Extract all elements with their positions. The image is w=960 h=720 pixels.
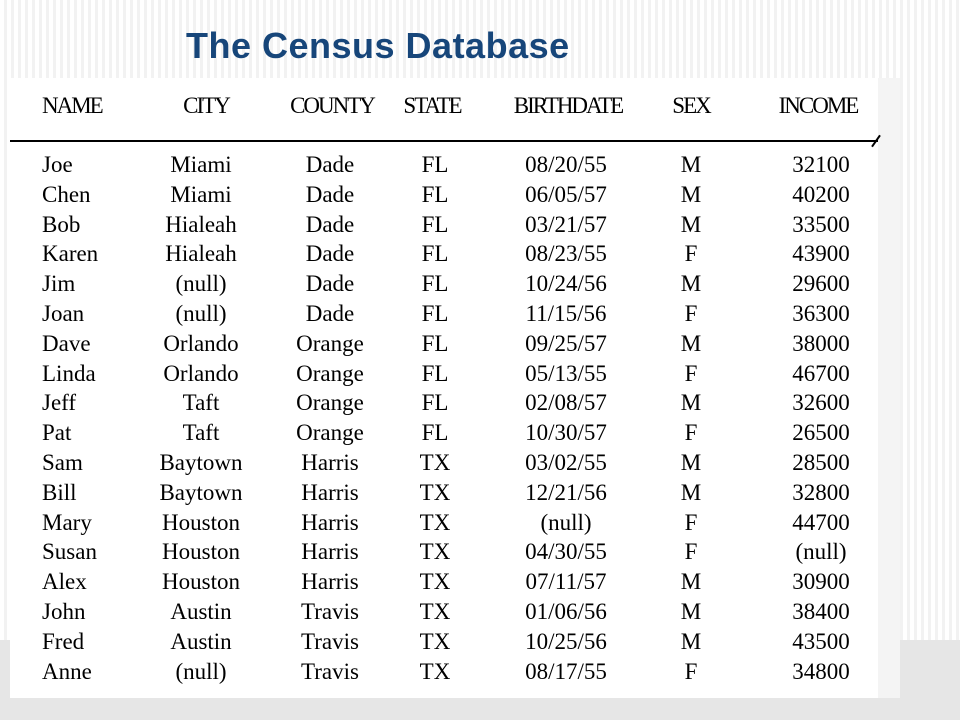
cell-sex: M [680,390,702,416]
cell-income: 32800 [792,479,850,505]
cell-city: Houston [162,509,240,535]
cell-name: Joe [42,152,73,177]
cell-county: Dade [305,241,355,267]
cell-income: 43500 [792,628,850,654]
cell-county: Harris [301,569,359,595]
cell-county: Harris [301,450,359,475]
cell-income: 33500 [792,211,850,237]
cell-sex: M [680,271,702,297]
cell-state: TX [419,479,451,505]
cell-birthdate: 03/02/55 [525,450,607,475]
cell-birthdate: 08/17/55 [525,658,607,684]
column-header-county: COUNTY [290,93,374,118]
cell-income: (null) [795,539,847,565]
cell-county: Travis [301,599,359,624]
cell-name: Susan [42,539,97,565]
cell-sex: F [684,301,698,326]
cell-birthdate: 12/21/56 [525,479,607,505]
cell-city: Baytown [159,450,243,475]
cell-income: 46700 [792,360,850,386]
cell-name: Karen [42,241,99,267]
cell-sex: F [684,241,698,267]
cell-sex: F [684,420,698,446]
cell-birthdate: 06/05/57 [525,181,607,207]
cell-sex: M [680,569,702,595]
cell-income: 40200 [792,181,850,207]
cell-sex: F [684,539,698,565]
column-header-sex: SEX [672,93,710,118]
cell-state: FL [421,271,449,297]
cell-county: Orange [296,420,364,446]
cell-birthdate: 05/13/55 [525,360,607,386]
cell-name: Jim [42,271,76,297]
cell-birthdate: 01/06/56 [525,599,607,624]
cell-county: Travis [301,658,359,684]
cell-county: Travis [301,628,359,654]
cell-name: John [42,599,86,624]
cell-name: Jeff [42,390,77,416]
header-rule [10,140,878,142]
cell-city: Miami [170,181,232,207]
cell-state: FL [421,211,449,237]
cell-county: Dade [305,301,355,326]
cell-birthdate: 02/08/57 [525,390,607,416]
cell-sex: M [680,479,702,505]
cell-birthdate: 10/25/56 [525,628,607,654]
cell-sex: F [684,658,698,684]
cell-birthdate: 08/23/55 [525,241,607,267]
cell-county: Dade [305,271,355,297]
cell-name: Linda [42,360,96,386]
cell-name: Bob [42,211,81,237]
cell-birthdate: 08/20/55 [525,152,607,177]
cell-city: Taft [182,420,220,446]
cell-city: (null) [175,658,227,684]
cell-city: (null) [175,271,227,297]
cell-county: Harris [301,509,359,535]
column-header-city: CITY [183,93,229,118]
cell-name: Mary [42,509,92,535]
cell-city: (null) [175,301,227,326]
cell-state: FL [421,241,449,267]
cell-sex: M [680,599,702,624]
column-header-birthdate: BIRTHDATE [513,93,623,118]
cell-county: Dade [305,211,355,237]
cell-county: Orange [296,360,364,386]
cell-income: 32100 [792,152,850,177]
cell-birthdate: 10/24/56 [525,271,607,297]
cell-county: Harris [301,479,359,505]
cell-sex: M [680,330,702,356]
cell-birthdate: 10/30/57 [525,420,607,446]
cell-state: TX [419,569,451,595]
cell-birthdate: 11/15/56 [525,301,607,326]
cell-county: Dade [305,181,355,207]
cell-name: Fred [42,628,85,654]
cell-state: FL [421,420,449,446]
cell-income: 44700 [792,509,850,535]
cell-income: 36300 [792,301,850,326]
cell-state: FL [421,152,449,177]
cell-city: Hialeah [165,211,237,237]
cell-state: FL [421,330,449,356]
cell-name: Pat [42,420,72,446]
cell-income: 38000 [792,330,850,356]
cell-city: Miami [170,152,232,177]
cell-birthdate: 04/30/55 [525,539,607,565]
cell-sex: F [684,360,698,386]
cell-city: Baytown [159,479,243,505]
cell-county: Harris [301,539,359,565]
cell-city: Hialeah [165,241,237,267]
cell-name: Joan [42,301,85,326]
cell-state: FL [421,390,449,416]
cell-income: 32600 [792,390,850,416]
cell-city: Orlando [163,330,239,356]
cell-income: 29600 [792,271,850,297]
column-header-state: STATE [403,93,461,118]
cell-city: Taft [182,390,220,416]
cell-birthdate: (null) [540,509,592,535]
slide-title: The Census Database [186,25,570,66]
cell-income: 26500 [792,420,850,446]
cell-name: Bill [42,479,77,505]
cell-income: 43900 [792,241,850,267]
cell-name: Anne [42,658,92,684]
cell-county: Dade [305,152,355,177]
cell-name: Sam [42,450,83,475]
cell-state: TX [419,539,451,565]
cell-income: 34800 [792,658,850,684]
cell-city: Houston [162,539,240,565]
cell-name: Chen [42,181,91,207]
cell-city: Austin [170,599,232,624]
cell-sex: M [680,181,702,207]
cell-state: FL [421,360,449,386]
cell-name: Dave [42,330,91,356]
cell-city: Orlando [163,360,239,386]
cell-income: 28500 [792,450,850,475]
cell-birthdate: 03/21/57 [525,211,607,237]
cell-state: TX [419,599,451,624]
column-header-name: NAME [42,93,102,118]
cell-sex: M [680,152,702,177]
cell-birthdate: 07/11/57 [525,569,607,595]
cell-state: TX [419,450,451,475]
cell-county: Orange [296,330,364,356]
cell-income: 38400 [792,599,850,624]
cell-state: TX [419,628,451,654]
table-panel-shadow [878,78,900,698]
cell-state: FL [421,301,449,326]
cell-city: Austin [170,628,232,654]
cell-state: TX [419,509,451,535]
cell-sex: F [684,509,698,535]
cell-sex: M [680,628,702,654]
cell-sex: M [680,211,702,237]
cell-city: Houston [162,569,240,595]
cell-state: FL [421,181,449,207]
column-header-income: INCOME [778,93,858,118]
cell-income: 30900 [792,569,850,595]
cell-county: Orange [296,390,364,416]
cell-birthdate: 09/25/57 [525,330,607,356]
cell-sex: M [680,450,702,475]
cell-name: Alex [42,569,87,595]
cell-state: TX [419,658,451,684]
